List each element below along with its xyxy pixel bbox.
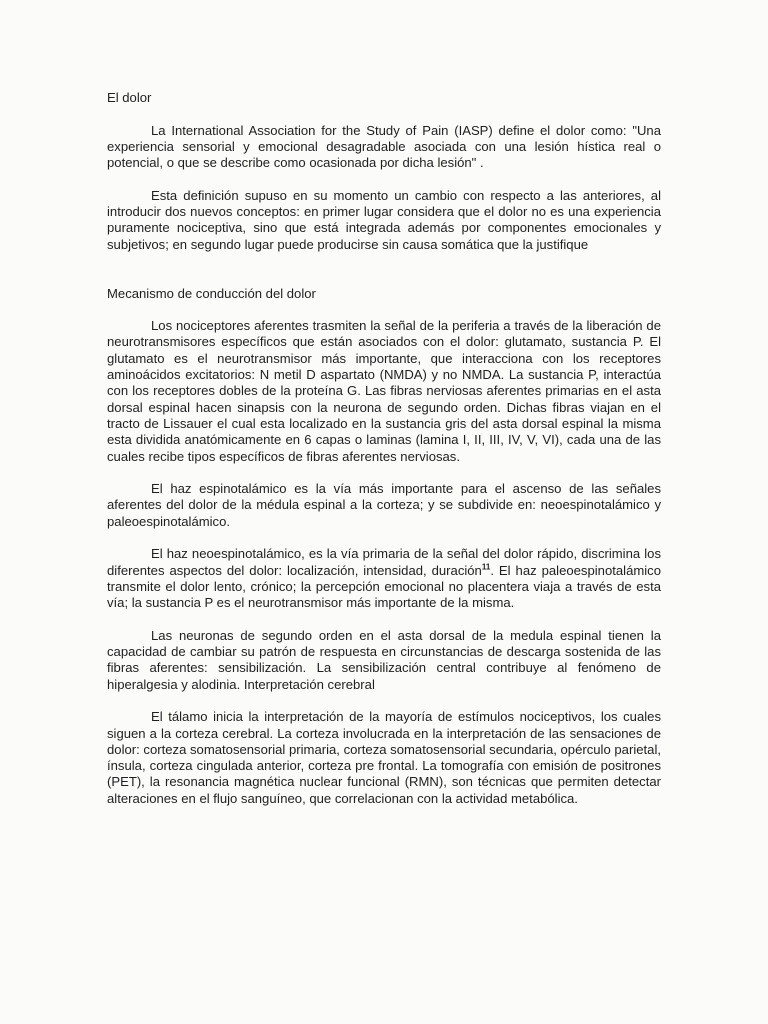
document-title: El dolor [107, 90, 152, 105]
paragraph-spinothalamic-tract: El haz espinotalámico es la vía más importante para el ascenso de las señales aferentes del dolor de la médula espinal a la corteza; y se subdivide en: neoespinotalámico y paleoespinotalámico. [107, 481, 661, 529]
paragraph-nociceptors: Los nociceptores aferentes trasmiten la señal de la periferia a través de la liberación de neurotransmisores específicos que están asociados con el dolor: glutamato, sustancia P. El glutamato es el neurotransmisor más importante, que interacciona con los receptores aminoácidos excitatorios: N metil D aspartato (NMDA) y no NMDA. La sustancia P, interactúa con los receptores dobles de la proteína G. Las fibras nerviosas aferentes primarias en el asta dorsal espinal hacen sinapsis con la neurona de segundo orden. Dichas fibras viajan en el tracto de Lissauer el cual esta localizado en la sustancia gris del asta dorsal espinal la misma esta dividida anatómicamente en 6 capas o laminas (lamina I, II, III, IV, V, VI), cada una de las cuales recibe tipos específicos de fibras aferentes nerviosas. [107, 318, 661, 464]
paragraph-iasp-definition: La International Association for the Study of Pain (IASP) define el dolor como: "Una experiencia sensorial y emocional desagradable asociada con una lesión hística real o potencial, o que se describe como ocasionada por dicha lesión" . [107, 122, 661, 171]
paragraph-neospinothalamic [107, 546, 661, 611]
blank-line [107, 269, 661, 285]
neo-text-start: El haz neoespinotalámico, es la vía primaria de la señal del dolor rápido, discrimina los diferentes aspectos del dolor: localización, intensidad, duración [107, 546, 661, 578]
paragraph-thalamus: El tálamo inicia la interpretación de la mayoría de estímulos nociceptivos, los cuales siguen a la corteza cerebral. La corteza involucrada en la interpretación de las sensaciones de dolor: corteza somatosensorial primaria, corteza somatosensorial secundaria, opérculo parietal, ínsula, corteza cingulada anterior, corteza pre frontal. La tomografía con emisión de positrones (PET), la resonancia magnética nuclear funcional (RMN), son técnicas que permiten detectar alteraciones en el flujo sanguíneo, que correlacionan con la actividad metabólica. [107, 709, 661, 806]
paragraph-definition-change: Esta definición supuso en su momento un cambio con respecto a las anteriores, al introducir dos nuevos conceptos: en primer lugar considera que el dolor no es una experiencia puramente nociceptiva, sino que está integrada además por componentes emocionales y subjetivos; en segundo lugar puede producirse sin causa somática que la justifique [107, 187, 661, 252]
section-title: Mecanismo de conducción del dolor [107, 285, 316, 301]
citation-superscript: 11 [481, 562, 491, 572]
document-page [107, 90, 661, 807]
neo-text-end: . El haz paleoespinotalámico transmite el dolor lento, crónico; la percepción emocional no placentera viaja a través de esta vía; la sustancia P es el neurotransmisor más importante de la misma. [107, 562, 661, 611]
paragraph-second-order-neurons: Las neuronas de segundo orden en el asta dorsal de la medula espinal tienen la capacidad de cambiar su patrón de respuesta en circunstancias de descarga sostenida de las fibras aferentes: sensibilización. La sensibilización central contribuye al fenómeno de hiperalgesia y alodinia. Interpretación cerebral [107, 627, 661, 692]
